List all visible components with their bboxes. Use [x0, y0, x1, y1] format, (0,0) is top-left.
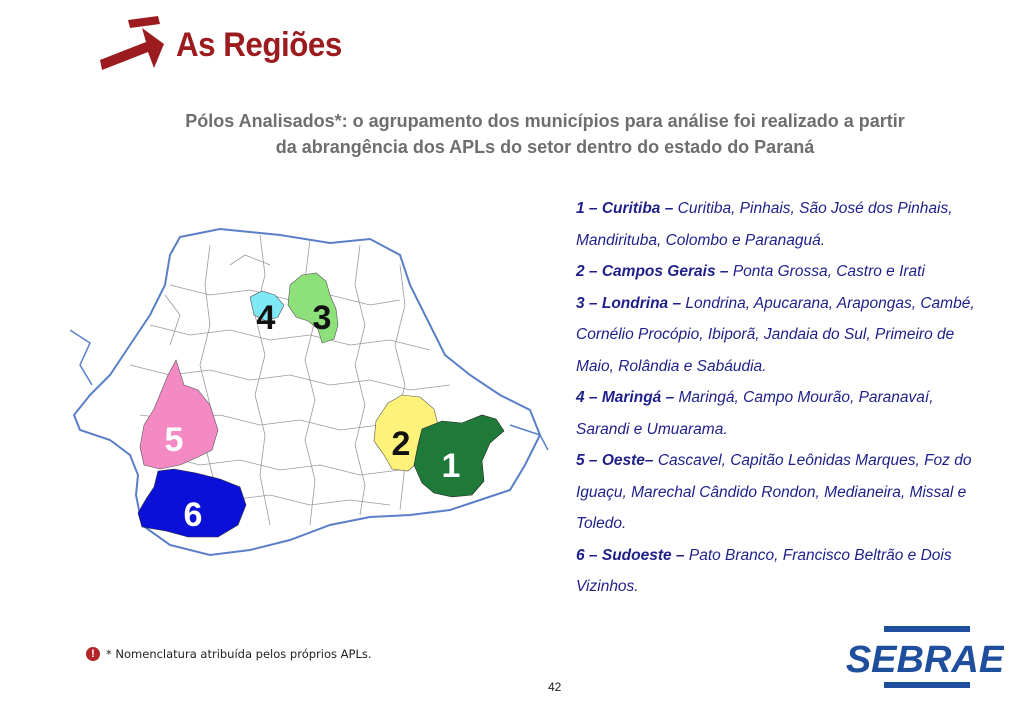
- legend-item-3: 3 – Londrina – Londrina, Apucarana, Arapongas, Cambé, Cornélio Procópio, Ibiporã, Jandaia do Sul, Primeiro de Maio, Rolândia e Sabáudia.: [576, 294, 975, 375]
- region-label-5: 5: [164, 421, 184, 459]
- legend-item-2: 2 – Campos Gerais – Ponta Grossa, Castro e Irati: [576, 263, 925, 280]
- page-title: As Regiões: [176, 26, 342, 64]
- subtitle-line-2: da abrangência dos APLs do setor dentro do estado do Paraná: [275, 137, 815, 157]
- region-label-3: 3: [312, 299, 332, 337]
- svg-text:SEBRAE: SEBRAE: [846, 639, 1004, 681]
- legend-item-5: 5 – Oeste– Cascavel, Capitão Leônidas Marques, Foz do Iguaçu, Marechal Cândido Rondon, Medianeira, Missal e Toledo.: [576, 452, 972, 532]
- alert-icon: !: [86, 647, 100, 661]
- footnote-text: * Nomenclatura atribuída pelos próprios APLs.: [106, 647, 372, 661]
- arrow-logo-icon: [98, 14, 170, 80]
- legend-item-6: 6 – Sudoeste – Pato Branco, Francisco Beltrão e Dois Vizinhos.: [576, 546, 952, 595]
- page-number: 42: [548, 680, 562, 694]
- region-legend: [576, 193, 986, 603]
- sebrae-logo: [846, 626, 1004, 688]
- legend-item-1: 1 – Curitiba – Curitiba, Pinhais, São José dos Pinhais, Mandirituba, Colombo e Paranaguá.: [576, 200, 953, 249]
- subtitle-line-1: Pólos Analisados*: o agrupamento dos municípios para análise foi realizado a partir: [185, 111, 905, 131]
- region-label-1: 1: [441, 447, 461, 485]
- region-label-4: 4: [256, 299, 276, 337]
- footnote: [86, 647, 372, 661]
- region-label-2: 2: [391, 425, 411, 463]
- parana-map: [70, 225, 550, 570]
- legend-item-4: 4 – Maringá – Maringá, Campo Mourão, Paranavaí, Sarandi e Umuarama.: [576, 389, 934, 438]
- subtitle: [150, 108, 940, 160]
- region-label-6: 6: [183, 496, 203, 534]
